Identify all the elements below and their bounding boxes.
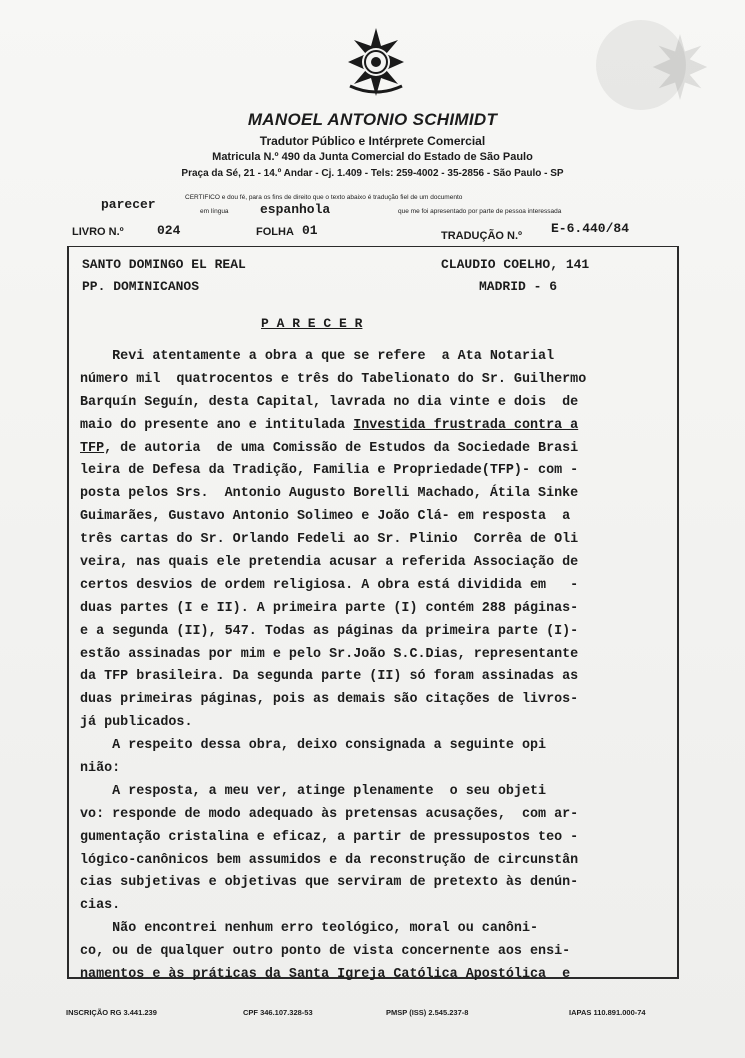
body-line: já publicados. — [80, 715, 193, 731]
source-language: espanhola — [260, 202, 331, 217]
body-line: Não encontrei nenhum erro teológico, moral ou canôni- — [80, 921, 539, 937]
coat-of-arms-icon — [340, 26, 412, 98]
faded-seal-icon — [645, 32, 715, 102]
body-line: duas partes (I e II). A primeira parte (I) contém 288 páginas- — [80, 600, 579, 616]
livro-label: LIVRO N.º — [72, 226, 124, 238]
body-line-start: maio do presente ano e intitulada — [80, 417, 354, 433]
registration-line: Matricula N.º 490 da Junta Comercial do Estado de São Paulo — [212, 151, 533, 163]
body-line: A respeito dessa obra, deixo consignada a seguinte opi — [80, 738, 547, 754]
body-line: certos desvios de ordem religiosa. A obra está dividida em - — [80, 577, 579, 593]
body-line: vo: responde de modo adequado às pretensas acusações, com ar- — [80, 806, 579, 822]
body-line: leira de Defesa da Tradição, Familia e Propriedade(TFP)- com - — [80, 463, 579, 479]
translator-title: Tradutor Público e Intérprete Comercial — [259, 134, 486, 148]
body-line: e a segunda (II), 547. Todas as páginas da primeira parte (I)- — [80, 623, 579, 639]
folha-number: 01 — [302, 223, 318, 238]
certification-language-label: em língua — [200, 208, 229, 215]
street-address: CLAUDIO COELHO, 141 — [441, 257, 590, 272]
certification-text-right: que me foi apresentado por parte de pessoa interessada — [398, 208, 562, 215]
folha-label: FOLHA — [256, 226, 294, 238]
traducao-label: TRADUÇÃO N.º — [441, 230, 523, 242]
body-line: cias subjetivas e objetivas que serviram de pretexto às denún- — [80, 875, 579, 891]
opinion-body — [80, 346, 676, 987]
body-line: Barquín Seguín, desta Capital, lavrada no dia vinte e dois de — [80, 394, 579, 410]
body-line: posta pelos Srs. Antonio Augusto Borelli Machado, Átila Sinke — [80, 486, 579, 502]
body-line-title — [80, 415, 676, 438]
footer-cpf: CPF 346.107.328-53 — [243, 1008, 313, 1017]
body-line: veira, nas quais ele pretendia acusar a referida Associação de — [80, 555, 579, 571]
body-line-title-cont — [80, 438, 676, 461]
book-title-part-1: Investida frustrada contra a — [353, 417, 579, 433]
body-line: Guimarães, Gustavo Antonio Solimeo e João Clá- em resposta a — [80, 509, 571, 525]
translator-name: MANOEL ANTONIO SCHIMIDT — [247, 110, 498, 129]
sender-address-2: PP. DOMINICANOS — [82, 279, 200, 294]
footer-inscricao: INSCRIÇÃO RG 3.441.239 — [66, 1008, 157, 1017]
traducao-number: E-6.440/84 — [551, 221, 630, 236]
city-address: MADRID - 6 — [479, 279, 558, 294]
body-line: estão assinadas por mim e pelo Sr.João S.C.Dias, representante — [80, 646, 579, 662]
certification-text: CERTIFICO e dou fé, para os fins de direito que o texto abaixo é tradução fiel de um documento — [185, 194, 463, 201]
body-line-rest: , de autoria de uma Comissão de Estudos da Sociedade Brasi — [104, 440, 579, 456]
book-title-part-2: TFP — [80, 440, 105, 456]
address-line: Praça da Sé, 21 - 14.º Andar - Cj. 1.409 - Tels: 259-4002 - 35-2856 - São Paulo - SP — [181, 168, 564, 179]
body-line: namentos e às práticas da Santa Igreja Católica Apostólica e — [80, 967, 571, 983]
body-line: lógico-canônicos bem assumidos e da reconstrução de circunstân — [80, 852, 579, 868]
document-heading: P A R E C E R — [261, 316, 363, 331]
body-line: três cartas do Sr. Orlando Fedeli ao Sr. Plinio Corrêa de Oli — [80, 532, 579, 548]
body-line: duas primeiras páginas, pois as demais são citações de livros- — [80, 692, 579, 708]
livro-number: 024 — [157, 223, 181, 238]
body-line: Revi atentamente a obra a que se refere a Ata Notarial — [80, 349, 555, 364]
body-line: nião: — [80, 761, 121, 777]
body-line: cias. — [80, 898, 121, 914]
footer-iapas: IAPAS 110.891.000-74 — [569, 1008, 646, 1017]
footer-pmsp: PMSP (ISS) 2.545.237-8 — [386, 1008, 469, 1017]
body-line: gumentação cristalina e eficaz, a partir de pressupostos teo - — [80, 829, 579, 845]
body-line: número mil quatrocentos e três do Tabelionato do Sr. Guilhermo — [80, 371, 587, 387]
body-line: co, ou de qualquer outro ponto de vista concernente aos ensi- — [80, 944, 571, 960]
sender-address-1: SANTO DOMINGO EL REAL — [82, 257, 246, 272]
document-type: parecer — [101, 197, 156, 212]
body-line: A resposta, a meu ver, atinge plenamente o seu objeti — [80, 783, 547, 799]
body-line: da TFP brasileira. Da segunda parte (II) só foram assinadas as — [80, 669, 579, 685]
